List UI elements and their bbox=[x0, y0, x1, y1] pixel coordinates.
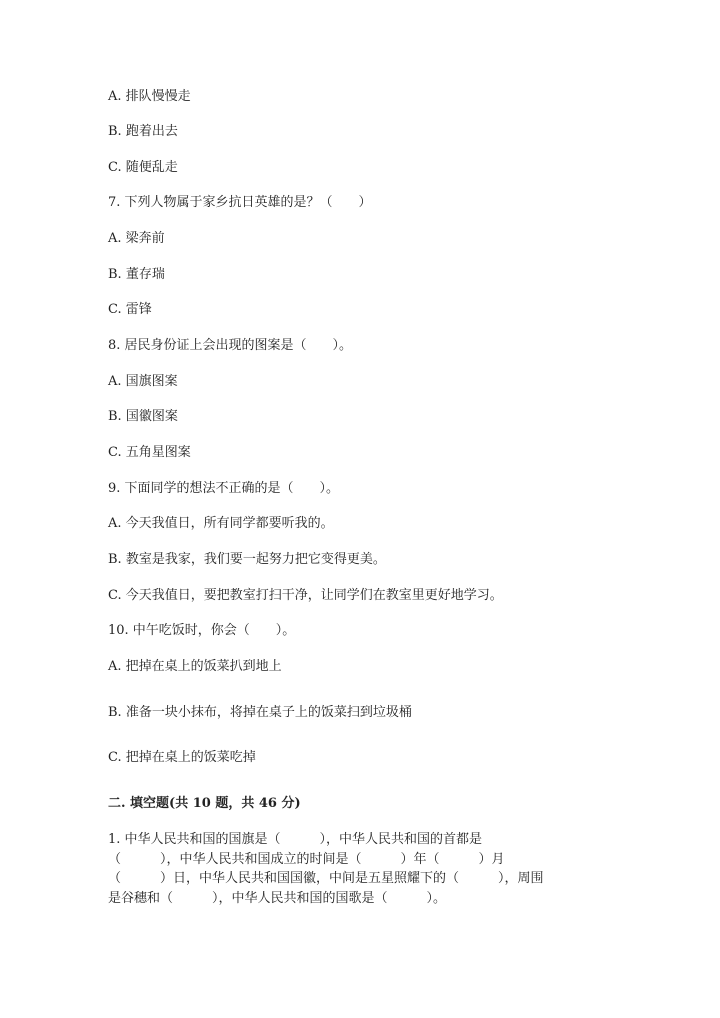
option-q8-c: C. 五角星图案 bbox=[108, 445, 191, 460]
section-title: 二. 填空题(共 10 题，共 46 分) bbox=[108, 796, 301, 811]
question-10-stem: 10. 中午吃饭时，你会（ ）。 bbox=[108, 623, 296, 638]
question-1-line-1: 1. 中华人民共和国的国旗是（ ），中华人民共和国的首都是 bbox=[108, 832, 483, 847]
option-q9-a: A. 今天我值日，所有同学都要听我的。 bbox=[108, 516, 334, 531]
option-q9-c: C. 今天我值日，要把教室打扫干净，让同学们在教室里更好地学习。 bbox=[108, 588, 503, 603]
option-q6-b: B. 跑着出去 bbox=[108, 124, 178, 139]
option-q10-c: C. 把掉在桌上的饭菜吃掉 bbox=[108, 750, 256, 765]
question-1-line-4: 是谷穗和（ ），中华人民共和国的国歌是（ ）。 bbox=[108, 890, 447, 906]
option-q10-b: B. 准备一块小抹布，将掉在桌子上的饭菜扫到垃圾桶 bbox=[108, 705, 412, 720]
option-q8-b: B. 国徽图案 bbox=[108, 409, 178, 424]
option-q6-a: A. 排队慢慢走 bbox=[108, 89, 191, 104]
option-q6-c: C. 随便乱走 bbox=[108, 160, 178, 175]
question-8-stem: 8. 居民身份证上会出现的图案是（ ）。 bbox=[108, 338, 353, 353]
fill-blank-question-1 bbox=[108, 830, 578, 908]
option-q8-a: A. 国旗图案 bbox=[108, 374, 178, 389]
question-7-stem: 7. 下列人物属于家乡抗日英雄的是？（ ） bbox=[108, 195, 372, 210]
option-q7-b: B. 董存瑞 bbox=[108, 267, 165, 282]
question-1-line-2: （ ），中华人民共和国成立的时间是（ ）年（ ）月 bbox=[108, 851, 505, 867]
option-q7-a: A. 梁奔前 bbox=[108, 231, 165, 246]
option-q9-b: B. 教室是我家，我们要一起努力把它变得更美。 bbox=[108, 552, 386, 567]
option-q10-a: A. 把掉在桌上的饭菜扒到地上 bbox=[108, 659, 282, 674]
question-1-line-3: （ ）日，中华人民共和国国徽，中间是五星照耀下的（ ），周围 bbox=[108, 871, 544, 886]
question-9-stem: 9. 下面同学的想法不正确的是（ ）。 bbox=[108, 481, 340, 496]
option-q7-c: C. 雷锋 bbox=[108, 302, 152, 317]
